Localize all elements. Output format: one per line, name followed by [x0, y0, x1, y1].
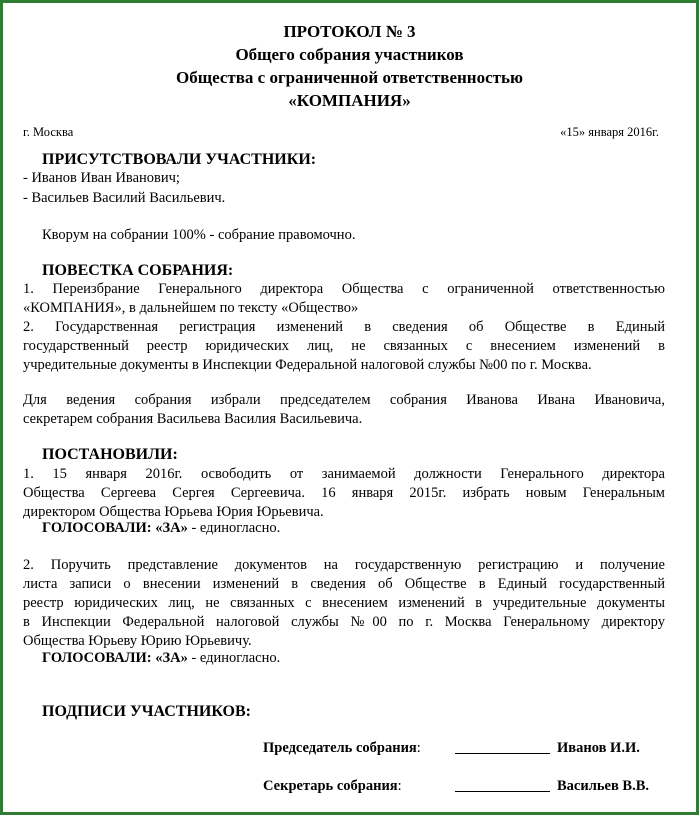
agenda-line: 2. Государственная регистрация изменений в сведения об Обществе в Единый	[23, 319, 665, 335]
protocol-title: ПРОТОКОЛ № 3	[283, 22, 416, 41]
vote-result-1	[42, 518, 280, 538]
participant-item: - Иванов Иван Иванович;	[23, 170, 180, 186]
resolution-line: реестр юридических лиц, не связанных с внесением изменений в учредительные документы	[23, 595, 665, 611]
quorum-text: Кворум на собрании 100% - собрание правомочно.	[42, 227, 356, 243]
participant-item: - Васильев Василий Васильевич.	[23, 190, 226, 206]
chair-signature-name: Иванов И.И.	[557, 740, 640, 756]
chair-line: Для ведения собрания избрали председателем собрания Иванова Ивана Ивановича,	[23, 392, 665, 408]
secretary-signature-label: Секретарь собрания:	[263, 778, 402, 794]
resolution-line: Общества Юрьеву Юрию Юрьевичу.	[23, 633, 252, 649]
agenda-line: «КОМПАНИЯ», в дальнейшем по тексту «Общество»	[23, 300, 359, 316]
chair-signature-label: Председатель собрания:	[263, 740, 421, 756]
resolution-line: в Инспекции Федеральной налоговой службы №00 по г. Москва Генеральному директору	[23, 614, 665, 630]
chair-line: секретарем собрания Васильева Василия Васильевича.	[23, 411, 363, 427]
resolved-heading: ПОСТАНОВИЛИ:	[42, 446, 178, 463]
agenda-heading: ПОВЕСТКА СОБРАНИЯ:	[42, 262, 234, 279]
vote-result: - единогласно.	[187, 520, 281, 536]
date: «15» января 2016г.	[560, 125, 659, 139]
place: г. Москва	[23, 125, 74, 139]
resolution-line: листа записи о внесении изменений в сведения об Обществе в Единый государственный	[23, 576, 665, 592]
agenda-line: учредительные документы в Инспекции Федеральной налоговой службы №00 по г. Москва.	[23, 357, 592, 373]
company-type: Общества с ограниченной ответственностью	[176, 68, 523, 87]
vote-result-2	[42, 648, 280, 668]
chair-signature-line	[455, 753, 550, 754]
vote-label: ГОЛОСОВАЛИ: «ЗА»	[42, 520, 188, 536]
vote-result: - единогласно.	[187, 650, 281, 666]
protocol-subtitle: Общего собрания участников	[235, 45, 464, 64]
secretary-signature-name: Васильев В.В.	[557, 778, 649, 794]
agenda-line: государственный реестр юридических лиц, не связанных с внесением изменений в	[23, 338, 665, 354]
signatures-heading: ПОДПИСИ УЧАСТНИКОВ:	[42, 703, 251, 720]
company-name: «КОМПАНИЯ»	[288, 91, 411, 110]
vote-label: ГОЛОСОВАЛИ: «ЗА»	[42, 650, 188, 666]
present-heading: ПРИСУТСТВОВАЛИ УЧАСТНИКИ:	[42, 151, 317, 168]
agenda-line: 1. Переизбрание Генерального директора Общества с ограниченной ответственностью	[23, 281, 665, 297]
resolution-line: директором Общества Юрьева Юрия Юрьевича.	[23, 504, 324, 520]
resolution-line: 2. Поручить представление документов на государственную регистрацию и получение	[23, 557, 665, 573]
secretary-signature-line	[455, 791, 550, 792]
resolution-line: Общества Сергеева Сергея Сергеевича. 16 января 2015г. избрать новым Генеральным	[23, 485, 665, 501]
resolution-line: 1. 15 января 2016г. освободить от занимаемой должности Генерального директора	[23, 466, 665, 482]
